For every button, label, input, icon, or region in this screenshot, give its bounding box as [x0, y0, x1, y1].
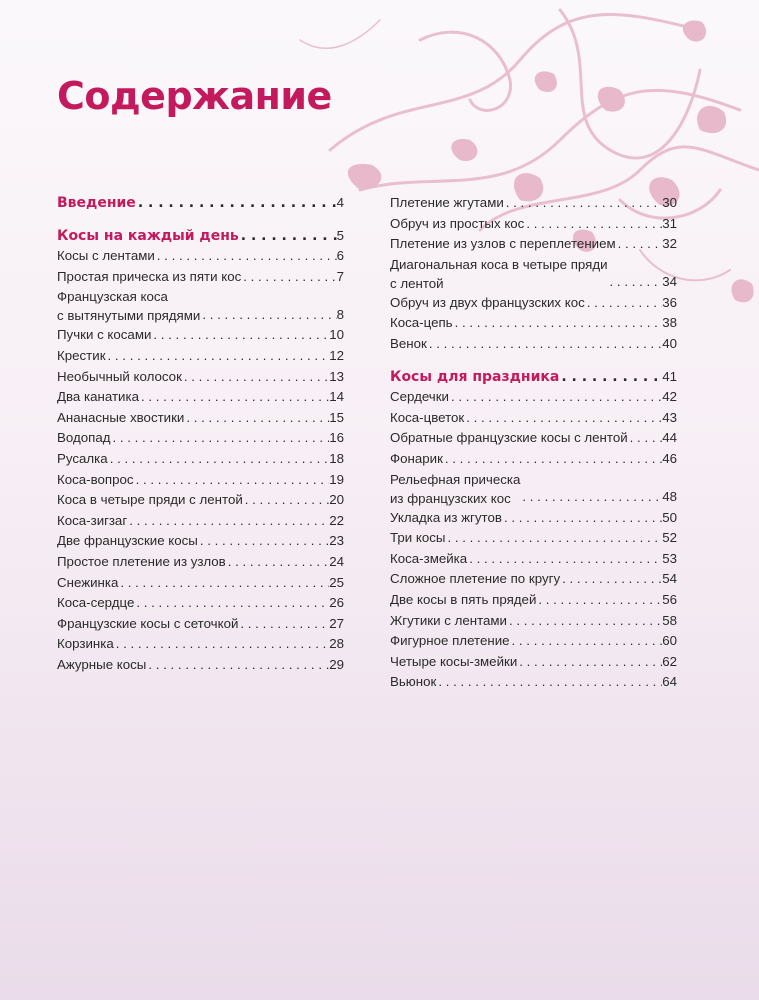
toc-entry-page: 22: [329, 512, 344, 528]
toc-entry-page: 48: [662, 488, 677, 504]
toc-entry[interactable]: [57, 490, 344, 511]
toc-entry-page: 6: [336, 248, 344, 264]
toc-entry-page: 12: [329, 347, 344, 363]
toc-entry-page: 36: [662, 294, 677, 310]
toc-entry-title: Обруч из двух французских кос: [390, 294, 585, 310]
toc-entry[interactable]: [57, 449, 344, 470]
section-page: 41: [662, 368, 677, 384]
toc-entry-page: 27: [329, 615, 344, 631]
leader-dots: [118, 573, 329, 594]
toc-entry-page: 15: [329, 409, 344, 425]
toc-entry-page: 28: [329, 636, 344, 652]
toc-entry-title: Венок: [390, 335, 427, 351]
leader-dots: [127, 511, 329, 532]
toc-entry-page: 19: [329, 471, 344, 487]
toc-entry[interactable]: [390, 470, 677, 508]
toc-entry[interactable]: [57, 552, 344, 573]
toc-entry[interactable]: [390, 293, 677, 314]
leader-dots: [182, 367, 329, 388]
toc-entry[interactable]: [390, 672, 677, 693]
toc-entry-title: Крестик: [57, 347, 106, 363]
toc-entry-page: 23: [329, 533, 344, 549]
leader-dots: [502, 508, 662, 529]
toc-entry-page: 46: [662, 450, 677, 466]
leader-dots: [238, 614, 329, 635]
toc-entry-title: Сердечки: [390, 389, 449, 405]
toc-entry[interactable]: [57, 531, 344, 552]
toc-entry-title: Фонарик: [390, 450, 443, 466]
toc-entry-page: 56: [662, 591, 677, 607]
toc-entry[interactable]: [390, 569, 677, 590]
toc-entry-page: 26: [329, 595, 344, 611]
leader-dots: [146, 655, 329, 676]
toc-entry-page: 24: [329, 553, 344, 569]
toc-entry[interactable]: [390, 611, 677, 632]
toc-entry-page: 64: [662, 674, 677, 690]
toc-entry[interactable]: [57, 367, 344, 388]
toc-entry-page: 44: [662, 430, 677, 446]
toc-entry-title: Вьюнок: [390, 674, 437, 690]
toc-entry-title: Две французские косы: [57, 533, 198, 549]
toc-entry-title: Простое плетение из узлов: [57, 553, 226, 569]
leader-dots: [520, 487, 662, 508]
toc-entry-page: 29: [329, 656, 344, 672]
toc-entry-title: Коса-вопрос: [57, 471, 134, 487]
leader-dots: [616, 234, 663, 255]
toc-column-left: [57, 193, 344, 675]
toc-entry[interactable]: [57, 511, 344, 532]
toc-entry[interactable]: [390, 508, 677, 529]
toc-entry[interactable]: [57, 573, 344, 594]
toc-entry-page: 8: [336, 306, 344, 322]
toc-entry-title: Корзинка: [57, 636, 114, 652]
toc-entry[interactable]: [390, 214, 677, 235]
toc-entry[interactable]: [390, 193, 677, 214]
leader-dots: [239, 226, 337, 247]
toc-entry-page: 14: [329, 389, 344, 405]
title-line-1: Рельефная прическа: [390, 471, 521, 487]
leader-dots: [427, 334, 662, 355]
toc-intro-title: Введение: [57, 195, 136, 211]
toc-entry-title: Снежинка: [57, 574, 119, 590]
leader-dots: [114, 634, 329, 655]
leader-dots: [628, 428, 663, 449]
toc-entry-page: 42: [662, 389, 677, 405]
toc-entry-page: 10: [329, 327, 344, 343]
leader-dots: [134, 470, 330, 491]
toc-entry-title: Коса-цепь: [390, 315, 453, 331]
toc-entry-title: Пучки с косами: [57, 327, 152, 343]
toc-entry-page: 13: [329, 368, 344, 384]
toc-entry-page: 16: [329, 430, 344, 446]
leader-dots: [108, 449, 330, 470]
leader-dots: [524, 214, 662, 235]
toc-entry-title: Необычный колосок: [57, 368, 182, 384]
leader-dots: [136, 193, 337, 214]
toc-entry-page: 18: [329, 450, 344, 466]
toc-entry[interactable]: [57, 470, 344, 491]
toc-column-right: [390, 193, 677, 693]
toc-entry-title: Четыре косы-змейки: [390, 653, 518, 669]
section-title: Косы на каждый день: [57, 227, 239, 244]
title-line-2: с вытянутыми прядями: [57, 308, 201, 324]
leader-dots: [453, 313, 663, 334]
toc-entry[interactable]: [390, 255, 677, 293]
toc-entry[interactable]: [390, 387, 677, 408]
toc-entry-title: [390, 255, 608, 293]
toc-entry[interactable]: [390, 549, 677, 570]
toc-entry[interactable]: [57, 634, 344, 655]
leader-dots: [507, 611, 662, 632]
leader-dots: [184, 408, 329, 429]
toc-entry[interactable]: [57, 346, 344, 367]
toc-entry-page: 58: [662, 612, 677, 628]
toc-entry-title: Жгутики с лентами: [390, 612, 507, 628]
leader-dots: [155, 246, 337, 267]
leader-dots: [200, 305, 336, 326]
toc-entry[interactable]: [390, 652, 677, 673]
toc-entry-title: Коса-змейка: [390, 550, 468, 566]
leader-dots: [151, 325, 329, 346]
toc-entry[interactable]: [390, 408, 677, 429]
toc-entry-title: Плетение из узлов с переплетением: [390, 236, 616, 252]
toc-intro[interactable]: [57, 193, 344, 214]
toc-entry-title: Фигурное плетение: [390, 633, 510, 649]
toc-entry[interactable]: [390, 313, 677, 334]
leader-dots: [560, 569, 662, 590]
toc-section-holiday[interactable]: [390, 367, 677, 388]
toc-entry-page: 20: [329, 492, 344, 508]
leader-dots: [504, 193, 662, 214]
toc-entry[interactable]: [390, 631, 677, 652]
toc-entry-title: Простая прическа из пяти кос: [57, 268, 242, 284]
toc-entry-title: Французские косы с сеточкой: [57, 615, 239, 631]
toc-section-everyday[interactable]: [57, 226, 344, 247]
title-line-2: из французских кос: [390, 490, 511, 506]
toc-entry-page: 7: [336, 268, 344, 284]
toc-entry-title: Плетение жгутами: [390, 195, 504, 210]
leader-dots: [243, 490, 329, 511]
toc-entry-title: Ажурные косы: [57, 656, 147, 672]
leader-dots: [198, 531, 329, 552]
leader-dots: [517, 652, 662, 673]
leader-dots: [510, 631, 663, 652]
toc-entry[interactable]: [57, 655, 344, 676]
toc-entry[interactable]: [57, 325, 344, 346]
toc-entry-page: 52: [662, 530, 677, 546]
toc-entry-page: 54: [662, 571, 677, 587]
leader-dots: [449, 387, 662, 408]
toc-entry-page: 43: [662, 409, 677, 425]
toc-entry-title: Коса в четыре пряди с лентой: [57, 492, 243, 508]
toc-entry[interactable]: [57, 593, 344, 614]
leader-dots: [106, 346, 330, 367]
toc-entry[interactable]: [390, 528, 677, 549]
toc-entry-title: Обратные французские косы с лентой: [390, 430, 628, 446]
toc-entry-title: Коса-зигзаг: [57, 512, 128, 528]
leader-dots: [608, 272, 663, 293]
toc-entry[interactable]: [390, 234, 677, 255]
leader-dots: [134, 593, 329, 614]
leader-dots: [436, 672, 662, 693]
toc-entry-title: Коса-сердце: [57, 595, 135, 611]
leader-dots: [559, 367, 662, 388]
toc-entry-page: 40: [662, 335, 677, 351]
title-line-2: с лентой: [390, 275, 444, 291]
toc-entry[interactable]: [57, 246, 344, 267]
toc-entry[interactable]: [390, 590, 677, 611]
leader-dots: [110, 428, 329, 449]
toc-entry-title: Косы с лентами: [57, 248, 155, 264]
toc-entry-title: Укладка из жгутов: [390, 509, 502, 525]
leader-dots: [445, 528, 662, 549]
toc-entry-title: Коса-цветок: [390, 409, 465, 425]
leader-dots: [443, 449, 662, 470]
toc-entry[interactable]: [57, 408, 344, 429]
page-title: Содержание: [57, 74, 332, 118]
leader-dots: [464, 408, 662, 429]
leader-dots: [467, 549, 662, 570]
toc-entry-title: Русалка: [57, 450, 108, 466]
toc-entry-title: Две косы в пять прядей: [390, 591, 537, 607]
toc-intro-page: 4: [336, 195, 344, 210]
toc-entry[interactable]: [57, 428, 344, 449]
toc-entry-page: 62: [662, 653, 677, 669]
toc-entry-page: 25: [329, 574, 344, 590]
toc-entry[interactable]: [390, 449, 677, 470]
toc-entry-page: 32: [662, 236, 677, 252]
toc-entry-page: 50: [662, 509, 677, 525]
toc-entry-page: 60: [662, 633, 677, 649]
leader-dots: [585, 293, 662, 314]
section-title: Косы для праздника: [390, 368, 560, 385]
toc-entry-page: 38: [662, 315, 677, 331]
leader-dots: [241, 267, 336, 288]
toc-entry-page: 34: [662, 274, 677, 290]
toc-entry[interactable]: [390, 428, 677, 449]
toc-entry-page: 30: [662, 195, 677, 210]
leader-dots: [226, 552, 329, 573]
toc-entry-title: Два канатика: [57, 389, 139, 405]
toc-entry-page: 53: [662, 550, 677, 566]
toc-entry-page: 31: [662, 215, 677, 231]
toc-entry[interactable]: [57, 287, 344, 325]
toc-entry[interactable]: [57, 387, 344, 408]
toc-entry-title: [390, 470, 520, 508]
toc-entry-title: Три косы: [390, 530, 446, 546]
toc-entry-title: Сложное плетение по кругу: [390, 571, 561, 587]
toc-entry-title: Водопад: [57, 430, 111, 446]
toc-entry-title: Обруч из простых кос: [390, 215, 525, 231]
title-line-1: Диагональная коса в четыре пряди: [390, 256, 608, 272]
toc-entry-title: Ананасные хвостики: [57, 409, 185, 425]
toc-entry-title: [57, 287, 200, 325]
toc-entry[interactable]: [57, 614, 344, 635]
section-page: 5: [336, 227, 344, 243]
toc-entry[interactable]: [390, 334, 677, 355]
title-line-1: Французская коса: [57, 289, 168, 305]
toc-entry[interactable]: [57, 267, 344, 288]
leader-dots: [139, 387, 329, 408]
leader-dots: [536, 590, 662, 611]
